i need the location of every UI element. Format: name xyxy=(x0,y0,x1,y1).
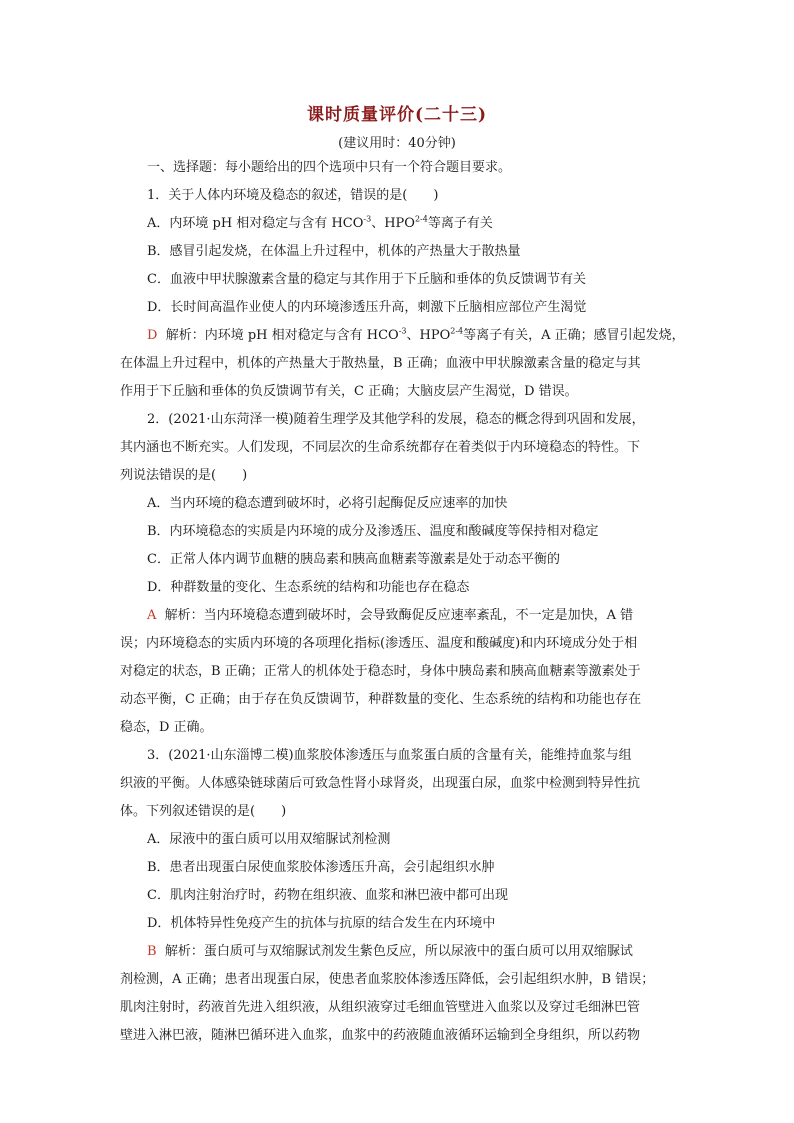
q3-answer: B xyxy=(147,944,157,959)
page-subtitle: (建议用时：40分钟) xyxy=(338,136,456,151)
page-title: 课时质量评价(二十三) xyxy=(306,105,488,125)
q2-explanation-line: 对稳定的状态，B 正确；正常人的机体处于稳态时，身体中胰岛素和胰高血糖素等激素处于 xyxy=(120,664,641,679)
q2-explanation-line: 误；内环境稳态的实质内环境的各项理化指标(渗透压、温度和酸碱度)和内环境成分处于相 xyxy=(120,636,638,651)
q3-option-d: D．机体特异性免疫产生的抗体与抗原的结合发生在内环境中 xyxy=(147,916,496,931)
q1-option-b: B．感冒引起发烧，在体温上升过程中，机体的产热量大于散热量 xyxy=(147,244,521,259)
q3-explanation-line: 肌肉注射时，药液首先进入组织液，从组织液穿过毛细血管壁进入血浆以及穿过毛细淋巴管 xyxy=(120,1000,641,1015)
q1-explanation-line: D 解析：内环境 pH 相对稳定与含有 $HCO^{-3}$、HPO$^{2-4}$等离子有关，A 正确；感冒引起发烧， xyxy=(147,326,685,343)
q3-explanation-line: B 解析：蛋白质可与双缩脲试剂发生紫色反应，所以尿液中的蛋白质可以用双缩脲试 xyxy=(147,944,633,959)
q2-answer: A xyxy=(147,608,157,623)
q2-option-d: D．种群数量的变化、生态系统的结构和功能也存在稳态 xyxy=(147,580,470,595)
q2-option-c: C．正常人体内调节血糖的胰岛素和胰高血糖素等激素是处于动态平衡的 xyxy=(147,552,560,567)
q1-explanation-line: 在体温上升过程中，机体的产热量大于散热量，B 正确；血液中甲状腺激素含量的稳定与其 xyxy=(120,356,641,371)
q3-option-b: B．患者出现蛋白尿使血浆胶体渗透压升高，会引起组织水肿 xyxy=(147,860,495,875)
q3-stem: 体。下列叙述错误的是( ) xyxy=(120,804,287,819)
q3-option-a: A．尿液中的蛋白质可以用双缩脲试剂检测 xyxy=(147,832,391,847)
section-heading: 一、选择题：每小题给出的四个选项中只有一个符合题目要求。 xyxy=(147,160,512,175)
q3-stem: 3．(2021·山东淄博二模)血浆胶体渗透压与血浆蛋白质的含量有关，能维持血浆与组 xyxy=(147,748,632,763)
q1-option-a: A．内环境 pH 相对稳定与含有 $HCO^{-3}$、HPO$^{2-4}$等离子有关 xyxy=(147,214,493,231)
q3-explanation-line: 剂检测，A 正确；患者出现蛋白尿，使患者血浆胶体渗透压降低，会引起组织水肿，B 错误； xyxy=(120,972,655,987)
q3-explanation-line: 壁进入淋巴液，随淋巴循环进入血浆，血浆中的药液随血液循环运输到全身组织，所以药物 xyxy=(120,1028,641,1043)
q2-stem: 2．(2021·山东菏泽一模)随着生理学及其他学科的发展，稳态的概念得到巩固和发展， xyxy=(147,412,645,427)
q2-stem: 列说法错误的是( ) xyxy=(120,468,248,483)
q2-stem: 其内涵也不断充实。人们发现，不同层次的生命系统都存在着类似于内环境稳态的特性。下 xyxy=(120,440,641,455)
q1-option-c: C．血液中甲状腺激素含量的稳定与其作用于下丘脑和垂体的负反馈调节有关 xyxy=(147,272,586,287)
q2-explanation-line: 稳态，D 正确。 xyxy=(120,720,213,735)
q1-explanation-line: 作用于下丘脑和垂体的负反馈调节有关，C 正确；大脑皮层产生渴觉，D 错误。 xyxy=(120,384,578,399)
q1-answer: D xyxy=(147,328,158,343)
q2-option-b: B．内环境稳态的实质是内环境的成分及渗透压、温度和酸碱度等保持相对稳定 xyxy=(147,524,599,539)
q1-stem: 1．关于人体内环境及稳态的叙述，错误的是( ) xyxy=(147,188,439,203)
q2-explanation-line: A 解析：当内环境稳态遭到破坏时，会导致酶促反应速率紊乱，不一定是加快，A 错 xyxy=(147,608,634,623)
q3-option-c: C．肌肉注射治疗时，药物在组织液、血浆和淋巴液中都可出现 xyxy=(147,888,508,903)
q3-stem: 织液的平衡。人体感染链球菌后可致急性肾小球肾炎，出现蛋白尿，血浆中检测到特异性抗 xyxy=(120,776,641,791)
q2-option-a: A．当内环境的稳态遭到破坏时，必将引起酶促反应速率的加快 xyxy=(147,496,508,511)
q2-explanation-line: 动态平衡，C 正确；由于存在负反馈调节，种群数量的变化、生态系统的结构和功能也存在 xyxy=(120,692,642,707)
q1-option-d: D．长时间高温作业使人的内环境渗透压升高，刺激下丘脑相应部位产生渴觉 xyxy=(147,300,587,315)
